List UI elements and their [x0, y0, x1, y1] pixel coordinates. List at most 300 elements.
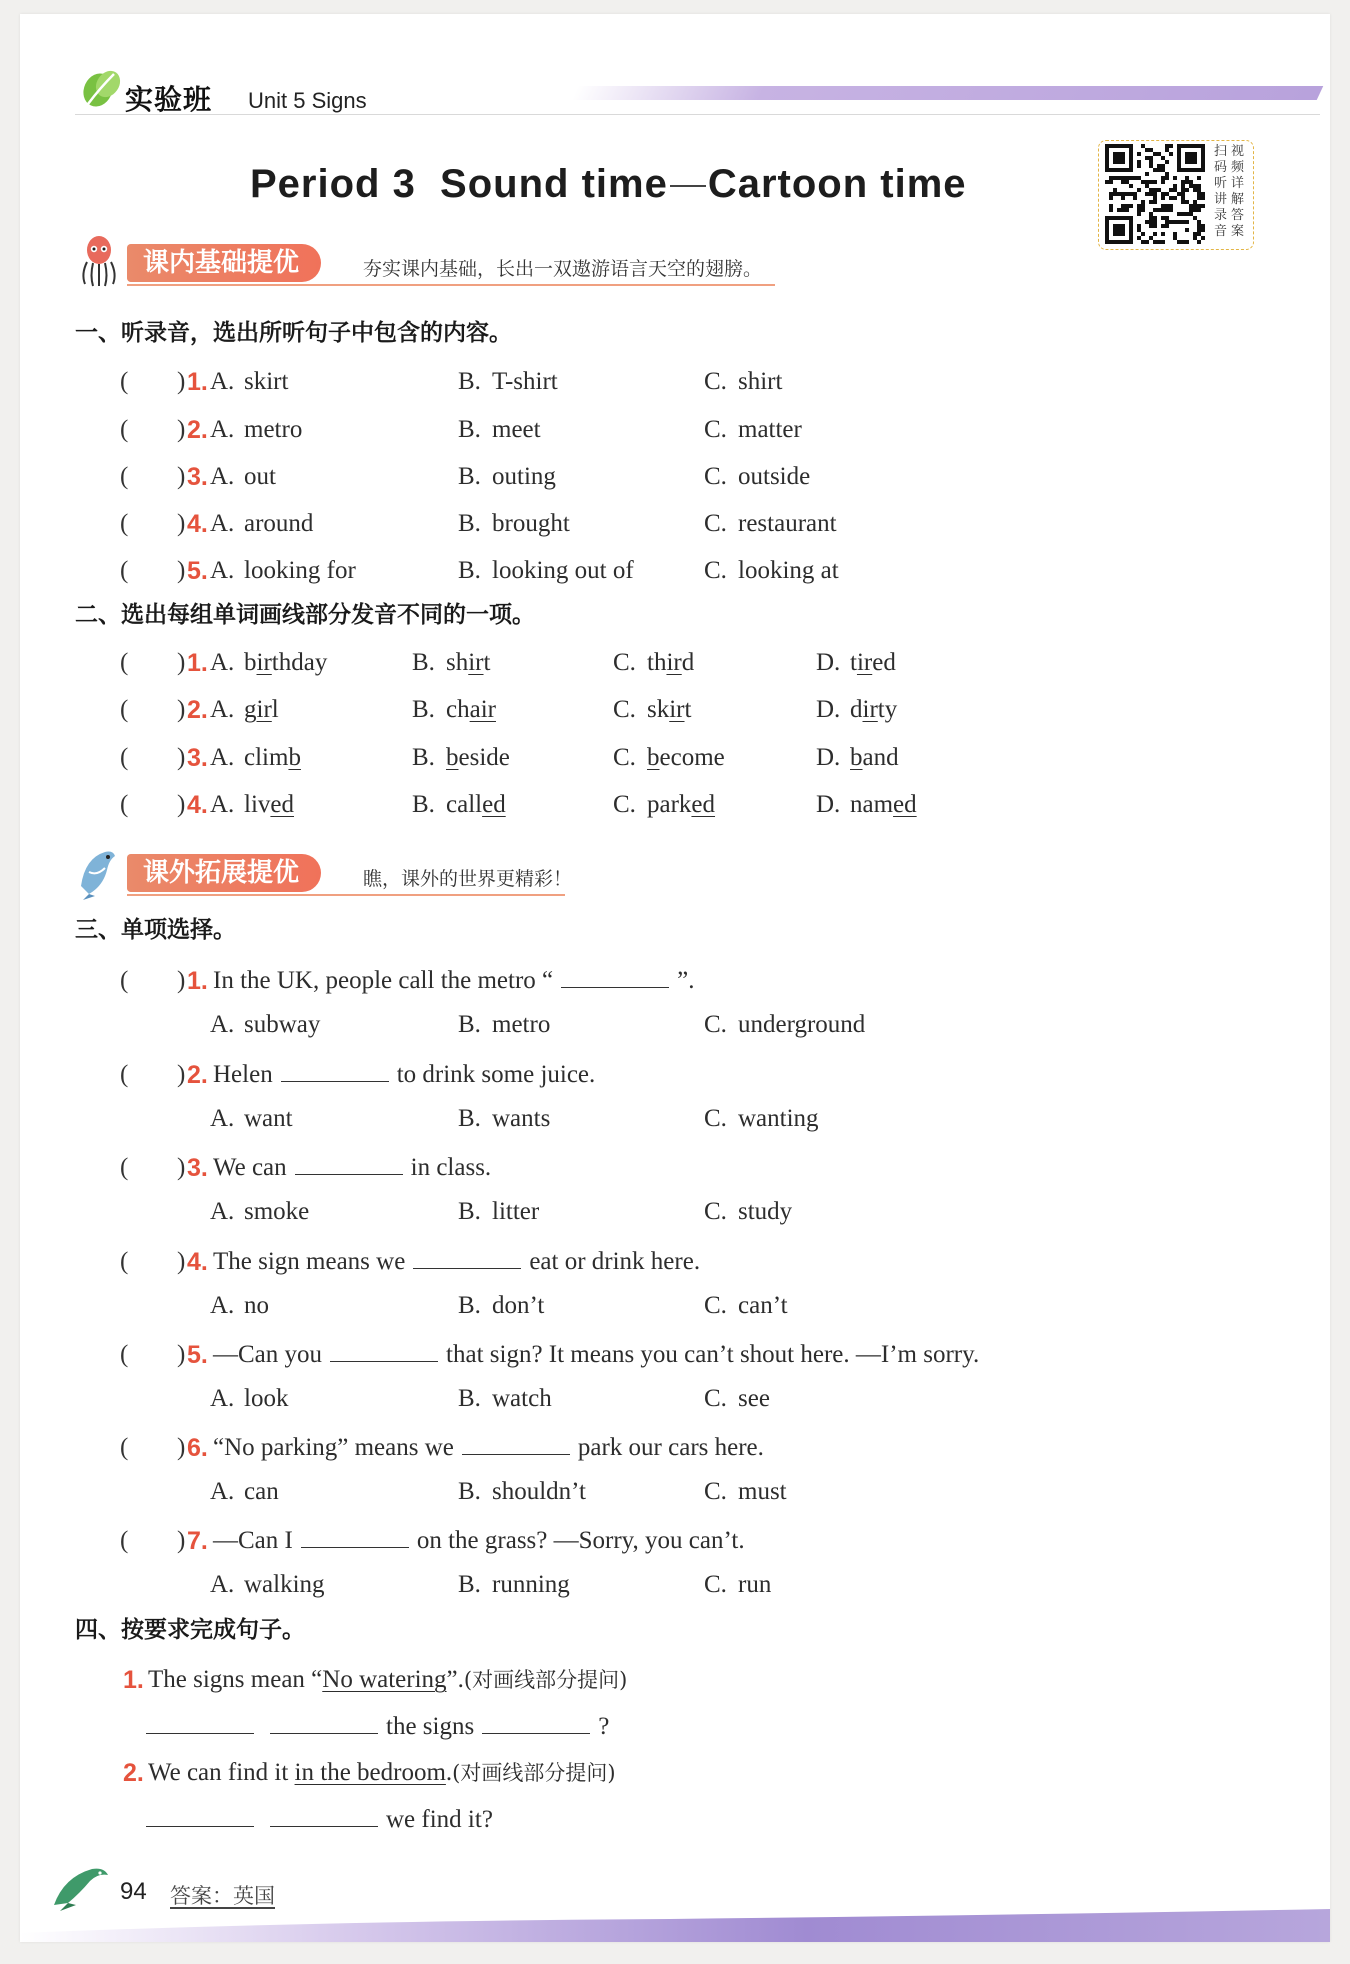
answer-paren-close: ): [177, 1527, 186, 1554]
answer-paren-close: ): [177, 1154, 186, 1181]
question-row: [20, 461, 1330, 493]
option-letter: B.: [458, 557, 481, 584]
option-text: running: [492, 1571, 570, 1598]
underlined-sound: b: [446, 744, 459, 771]
stem-text: In the UK, people call the metro “: [213, 967, 554, 994]
option-b[interactable]: [458, 1569, 570, 1601]
option-letter: B.: [458, 1478, 481, 1505]
option-b[interactable]: [458, 366, 558, 398]
option-c[interactable]: [704, 1196, 792, 1228]
stem-text: park our cars here.: [577, 1434, 764, 1461]
option-d[interactable]: [816, 742, 899, 774]
answer-paren-open[interactable]: (: [120, 416, 129, 443]
question-number: 1.: [123, 1666, 144, 1694]
underlined-sound: ir: [256, 696, 272, 723]
option-text: can’t: [738, 1292, 788, 1319]
question-row: [20, 1246, 1330, 1278]
question-number: 6.: [187, 1434, 208, 1462]
option-letter: C.: [704, 1385, 727, 1412]
option-a[interactable]: [210, 508, 313, 540]
option-letter: B.: [458, 463, 481, 490]
answer-blank[interactable]: [462, 1432, 570, 1455]
question-stem: [148, 1664, 627, 1696]
option-a[interactable]: [210, 789, 294, 821]
option-letter: B.: [458, 1198, 481, 1225]
option-letter: A.: [210, 1105, 235, 1132]
answer-paren-open[interactable]: (: [120, 368, 129, 395]
underlined-sound: ed: [691, 791, 716, 818]
question-stem: [213, 1246, 700, 1278]
word-part: ecome: [659, 744, 725, 771]
option-letter: B.: [458, 1011, 481, 1038]
option-text: wants: [492, 1105, 551, 1132]
option-text: looking for: [244, 557, 356, 584]
underlined-sound: b: [647, 744, 660, 771]
option-a[interactable]: [210, 1103, 293, 1135]
section-label-basic: 课内基础提优: [127, 244, 321, 282]
option-letter: B.: [458, 416, 481, 443]
option-letter: B.: [412, 696, 435, 723]
option-text: out: [244, 463, 276, 490]
question-stem: [213, 1525, 745, 1557]
word-part: and: [862, 744, 899, 771]
word-part: call: [446, 791, 483, 818]
option-letter: C.: [613, 696, 636, 723]
option-c[interactable]: [613, 789, 715, 821]
answer-paren-close: ): [177, 696, 186, 723]
options-row: [20, 1476, 1330, 1508]
options-row: [20, 1196, 1330, 1228]
qr-code-icon[interactable]: [1105, 144, 1205, 244]
question4-heading: 四、按要求完成句子。: [75, 1617, 305, 1643]
header-band: [572, 86, 1324, 100]
option-b[interactable]: [458, 461, 556, 493]
instruction-note: (对画线部分提问): [452, 1761, 616, 1785]
option-text: can: [244, 1478, 279, 1505]
option-a[interactable]: [210, 1009, 320, 1041]
banner-underline: [127, 284, 775, 286]
answer-paren-open[interactable]: (: [120, 1061, 129, 1088]
option-b[interactable]: [458, 555, 634, 587]
word-part: b: [244, 649, 257, 676]
option-letter: C.: [613, 744, 636, 771]
header-rule: [75, 114, 1320, 115]
answer-blank[interactable]: [281, 1059, 389, 1082]
answer-blank[interactable]: [146, 1711, 254, 1734]
option-text: walking: [244, 1571, 325, 1598]
option-text: subway: [244, 1011, 321, 1038]
answer-paren-open[interactable]: (: [120, 967, 129, 994]
option-letter: A.: [210, 416, 235, 443]
option-b[interactable]: [458, 1009, 550, 1041]
question-row: [20, 742, 1330, 774]
option-b[interactable]: [458, 1103, 550, 1135]
option-c[interactable]: [704, 461, 810, 493]
question-number: 2.: [187, 1061, 208, 1089]
question-row: [20, 1757, 1330, 1789]
option-c[interactable]: [704, 1383, 770, 1415]
instruction-note: (对画线部分提问): [463, 1668, 628, 1692]
underlined-phrase: No watering: [322, 1666, 447, 1693]
answer-paren-close: ): [177, 1434, 186, 1461]
answer-paren-open[interactable]: (: [120, 1341, 129, 1368]
question-number: 4.: [187, 791, 208, 819]
footer-band: [20, 1909, 1330, 1942]
answer-blank[interactable]: [482, 1711, 590, 1734]
question-row: [20, 1152, 1330, 1184]
option-letter: C.: [704, 368, 727, 395]
squid-mascot-icon: [75, 234, 123, 288]
underlined-sound: ir: [862, 696, 878, 723]
option-d[interactable]: [816, 789, 917, 821]
option-a[interactable]: [210, 1476, 279, 1508]
option-text: outside: [738, 463, 811, 490]
options-row: [20, 1569, 1330, 1601]
question-number: 2.: [187, 696, 208, 724]
stem-text: —Can you: [213, 1341, 323, 1368]
answer-blank[interactable]: [270, 1804, 378, 1827]
option-b[interactable]: [458, 1290, 544, 1322]
unit-label: Unit 5 Signs: [248, 88, 367, 113]
option-text: want: [244, 1105, 293, 1132]
stem-text: to drink some juice.: [396, 1061, 596, 1088]
options-row: [20, 1103, 1330, 1135]
option-text: watch: [492, 1385, 552, 1412]
underlined-sound: b: [850, 744, 863, 771]
option-letter: B.: [458, 368, 481, 395]
page-number: 94: [120, 1878, 147, 1905]
answer-paren-open[interactable]: (: [120, 744, 129, 771]
option-c[interactable]: [704, 1290, 788, 1322]
option-letter: C.: [704, 1198, 727, 1225]
word-part: l: [271, 696, 279, 723]
question-number: 5.: [187, 1341, 208, 1369]
question-row: [20, 414, 1330, 446]
answer-paren-close: ): [177, 649, 186, 676]
stem-text: eat or drink here.: [529, 1248, 701, 1275]
options-row: [20, 1383, 1330, 1415]
option-letter: A.: [210, 510, 235, 537]
question-number: 1.: [187, 967, 208, 995]
option-c[interactable]: [704, 366, 782, 398]
answer-paren-open[interactable]: (: [120, 557, 129, 584]
option-letter: D.: [816, 791, 841, 818]
word-part: park: [647, 791, 692, 818]
question-number: 3.: [187, 463, 208, 491]
option-b[interactable]: [412, 789, 506, 821]
option-text: study: [738, 1198, 793, 1225]
option-a[interactable]: [210, 1569, 325, 1601]
option-text: outing: [492, 463, 556, 490]
option-letter: A.: [210, 744, 235, 771]
option-b[interactable]: [458, 1196, 539, 1228]
answer-paren-open[interactable]: (: [120, 1154, 129, 1181]
answer-paren-open[interactable]: (: [120, 510, 129, 537]
answer-paren-close: ): [177, 1061, 186, 1088]
banner-underline: [127, 894, 565, 896]
option-letter: C.: [704, 463, 727, 490]
option-text: restaurant: [738, 510, 837, 537]
section-label-extended: 课外拓展提优: [127, 854, 321, 892]
underlined-sound: ir: [468, 649, 484, 676]
answer-paren-open[interactable]: (: [120, 1527, 129, 1554]
answer-paren-open[interactable]: (: [120, 1434, 129, 1461]
word-part: d: [850, 696, 863, 723]
option-text: look: [244, 1385, 289, 1412]
answer-blank[interactable]: [146, 1804, 254, 1827]
answer-paren-open[interactable]: (: [120, 463, 129, 490]
option-a[interactable]: [210, 1290, 269, 1322]
question-stem: [213, 1432, 764, 1464]
option-letter: D.: [816, 649, 841, 676]
question-row: [20, 1339, 1330, 1371]
question-row: [20, 366, 1330, 398]
workbook-page: [20, 14, 1330, 1942]
word-part: thday: [271, 649, 328, 676]
underlined-sound: ed: [270, 791, 295, 818]
answer-paren-close: ): [177, 1248, 186, 1275]
question1-heading: 一、听录音，选出所听句子中包含的内容。: [75, 320, 512, 346]
underlined-sound: ed: [893, 791, 917, 818]
option-text: looking at: [738, 557, 839, 584]
word-part: th: [647, 649, 667, 676]
option-a[interactable]: [210, 366, 288, 398]
option-text: run: [738, 1571, 772, 1598]
question-row: [20, 1525, 1330, 1557]
word-part: liv: [244, 791, 271, 818]
answer-blank[interactable]: [561, 965, 669, 988]
option-text: shouldn’t: [492, 1478, 586, 1505]
option-text: metro: [492, 1011, 551, 1038]
section-banner-basic: [75, 242, 775, 286]
option-c[interactable]: [704, 508, 837, 540]
option-text: see: [738, 1385, 770, 1412]
dolphin-icon: [50, 1859, 112, 1911]
question-row: [20, 965, 1330, 997]
option-b[interactable]: [412, 742, 510, 774]
underlined-phrase: in the bedroom: [294, 1759, 446, 1786]
option-c[interactable]: [704, 555, 839, 587]
question-stem: [148, 1757, 616, 1789]
underlined-sound: ir: [669, 696, 685, 723]
option-letter: B.: [412, 744, 435, 771]
answer-row: [20, 1711, 1330, 1743]
question-number: 3.: [187, 744, 208, 772]
option-a[interactable]: [210, 1383, 288, 1415]
stem-text: that sign? It means you can’t shout here. —I’m sorry.: [446, 1341, 980, 1368]
answer-line: [138, 1804, 493, 1836]
stem-text: We can find it: [148, 1759, 295, 1786]
question-number: 7.: [187, 1527, 208, 1555]
option-a[interactable]: [210, 1196, 309, 1228]
question-stem: [213, 965, 695, 997]
option-a[interactable]: [210, 694, 279, 726]
answer-blank[interactable]: [413, 1246, 521, 1269]
leaf-logo-icon: [80, 66, 124, 110]
option-a[interactable]: [210, 647, 327, 679]
question-row: [20, 694, 1330, 726]
question-number: 3.: [187, 1154, 208, 1182]
stem-text: —Can I: [213, 1527, 293, 1554]
question-row: [20, 1664, 1330, 1696]
question-stem: [213, 1339, 979, 1371]
stem-text: “No parking” means we: [213, 1434, 454, 1461]
option-letter: A.: [210, 557, 235, 584]
word-part: eside: [458, 744, 510, 771]
question-number: 2.: [187, 416, 208, 444]
stem-text: ”.: [677, 967, 695, 994]
option-c[interactable]: [704, 1569, 771, 1601]
option-text: looking out of: [492, 557, 634, 584]
stem-text: We can: [213, 1154, 287, 1181]
option-a[interactable]: [210, 461, 276, 493]
answer-paren-close: ): [177, 368, 186, 395]
option-letter: A.: [210, 1385, 235, 1412]
underlined-sound: ir: [666, 649, 682, 676]
option-letter: C.: [704, 416, 727, 443]
underlined-sound: ed: [482, 791, 506, 818]
answer-blank[interactable]: [301, 1525, 409, 1548]
section-slogan-basic: 夯实课内基础，长出一双遨游语言天空的翅膀。: [363, 258, 763, 280]
option-letter: D.: [816, 744, 841, 771]
option-b[interactable]: [458, 1476, 586, 1508]
word-part: t: [850, 649, 857, 676]
stem-text: in class.: [410, 1154, 492, 1181]
option-letter: A.: [210, 1571, 235, 1598]
option-text: no: [244, 1292, 269, 1319]
option-a[interactable]: [210, 414, 302, 446]
word-part: t: [483, 649, 491, 676]
answer-paren-close: ): [177, 557, 186, 584]
underlined-sound: air: [469, 696, 496, 723]
option-c[interactable]: [613, 742, 725, 774]
stem-text: Helen: [213, 1061, 273, 1088]
option-letter: A.: [210, 696, 235, 723]
option-letter: B.: [458, 1571, 481, 1598]
underlined-sound: b: [288, 744, 301, 771]
word-part: sh: [446, 649, 469, 676]
stem-text: on the grass? —Sorry, you can’t.: [416, 1527, 745, 1554]
option-d[interactable]: [816, 647, 896, 679]
option-letter: A.: [210, 1478, 235, 1505]
option-c[interactable]: [613, 647, 694, 679]
option-a[interactable]: [210, 742, 301, 774]
option-letter: C.: [613, 649, 636, 676]
option-letter: A.: [210, 791, 235, 818]
stem-text: The signs mean “: [148, 1666, 323, 1693]
answer-paren-close: ): [177, 744, 186, 771]
option-text: meet: [492, 416, 541, 443]
word-part: ty: [877, 696, 898, 723]
question2-heading: 二、选出每组单词画线部分发音不同的一项。: [75, 602, 535, 628]
answer-paren-close: ): [177, 791, 186, 818]
word-part: ed: [872, 649, 896, 676]
question-row: [20, 1432, 1330, 1464]
question-number: 1.: [187, 649, 208, 677]
option-text: wanting: [738, 1105, 819, 1132]
answer-paren-open[interactable]: (: [120, 649, 129, 676]
option-letter: A.: [210, 1292, 235, 1319]
options-row: [20, 1009, 1330, 1041]
option-letter: A.: [210, 1011, 235, 1038]
answer-paren-open[interactable]: (: [120, 791, 129, 818]
word-part: sk: [647, 696, 670, 723]
question-row: [20, 555, 1330, 587]
option-letter: D.: [816, 696, 841, 723]
option-b[interactable]: [412, 694, 496, 726]
question-number: 5.: [187, 557, 208, 585]
option-letter: C.: [704, 1571, 727, 1598]
option-text: metro: [244, 416, 303, 443]
answer-paren-open[interactable]: (: [120, 696, 129, 723]
option-text: brought: [492, 510, 570, 537]
answer-blank[interactable]: [270, 1711, 378, 1734]
option-c[interactable]: [704, 1009, 865, 1041]
word-part: nam: [850, 791, 894, 818]
answer-blank[interactable]: [330, 1339, 438, 1362]
question-number: 4.: [187, 1248, 208, 1276]
answer-hint: 答案：英国: [170, 1884, 275, 1908]
option-b[interactable]: [412, 647, 490, 679]
answer-paren-close: ): [177, 416, 186, 443]
option-letter: C.: [704, 557, 727, 584]
options-row: [20, 1290, 1330, 1322]
option-letter: B.: [412, 649, 435, 676]
option-d[interactable]: [816, 694, 897, 726]
shark-mascot-icon: [75, 846, 121, 900]
word-part: ch: [446, 696, 470, 723]
option-text: skirt: [244, 368, 289, 395]
answer-paren-open[interactable]: (: [120, 1248, 129, 1275]
option-text: matter: [738, 416, 802, 443]
option-c[interactable]: [704, 1476, 787, 1508]
answer-blank[interactable]: [295, 1152, 403, 1175]
option-text: shirt: [738, 368, 783, 395]
option-b[interactable]: [458, 508, 570, 540]
option-text: around: [244, 510, 314, 537]
stem-text: ”.: [446, 1666, 464, 1693]
option-c[interactable]: [613, 694, 691, 726]
answer-text: the signs: [386, 1713, 475, 1740]
question-row: [20, 1059, 1330, 1091]
question-row: [20, 508, 1330, 540]
question3-heading: 三、单项选择。: [75, 917, 236, 943]
option-c[interactable]: [704, 1103, 819, 1135]
option-a[interactable]: [210, 555, 356, 587]
option-c[interactable]: [704, 414, 802, 446]
question-row: [20, 647, 1330, 679]
option-letter: C.: [704, 1011, 727, 1038]
option-letter: C.: [704, 1292, 727, 1319]
option-text: must: [738, 1478, 787, 1505]
answer-paren-close: ): [177, 1341, 186, 1368]
option-text: underground: [738, 1011, 866, 1038]
underlined-sound: ir: [856, 649, 873, 676]
option-b[interactable]: [458, 414, 541, 446]
option-letter: A.: [210, 649, 235, 676]
word-part: clim: [244, 744, 289, 771]
answer-text: we find it?: [386, 1806, 493, 1833]
option-letter: A.: [210, 463, 235, 490]
question-stem: [213, 1152, 491, 1184]
word-part: t: [684, 696, 692, 723]
question-number: 1.: [187, 368, 208, 396]
answer-line: [138, 1711, 609, 1743]
option-b[interactable]: [458, 1383, 552, 1415]
option-letter: B.: [458, 510, 481, 537]
answer-paren-close: ): [177, 463, 186, 490]
stem-text: .: [445, 1759, 453, 1786]
